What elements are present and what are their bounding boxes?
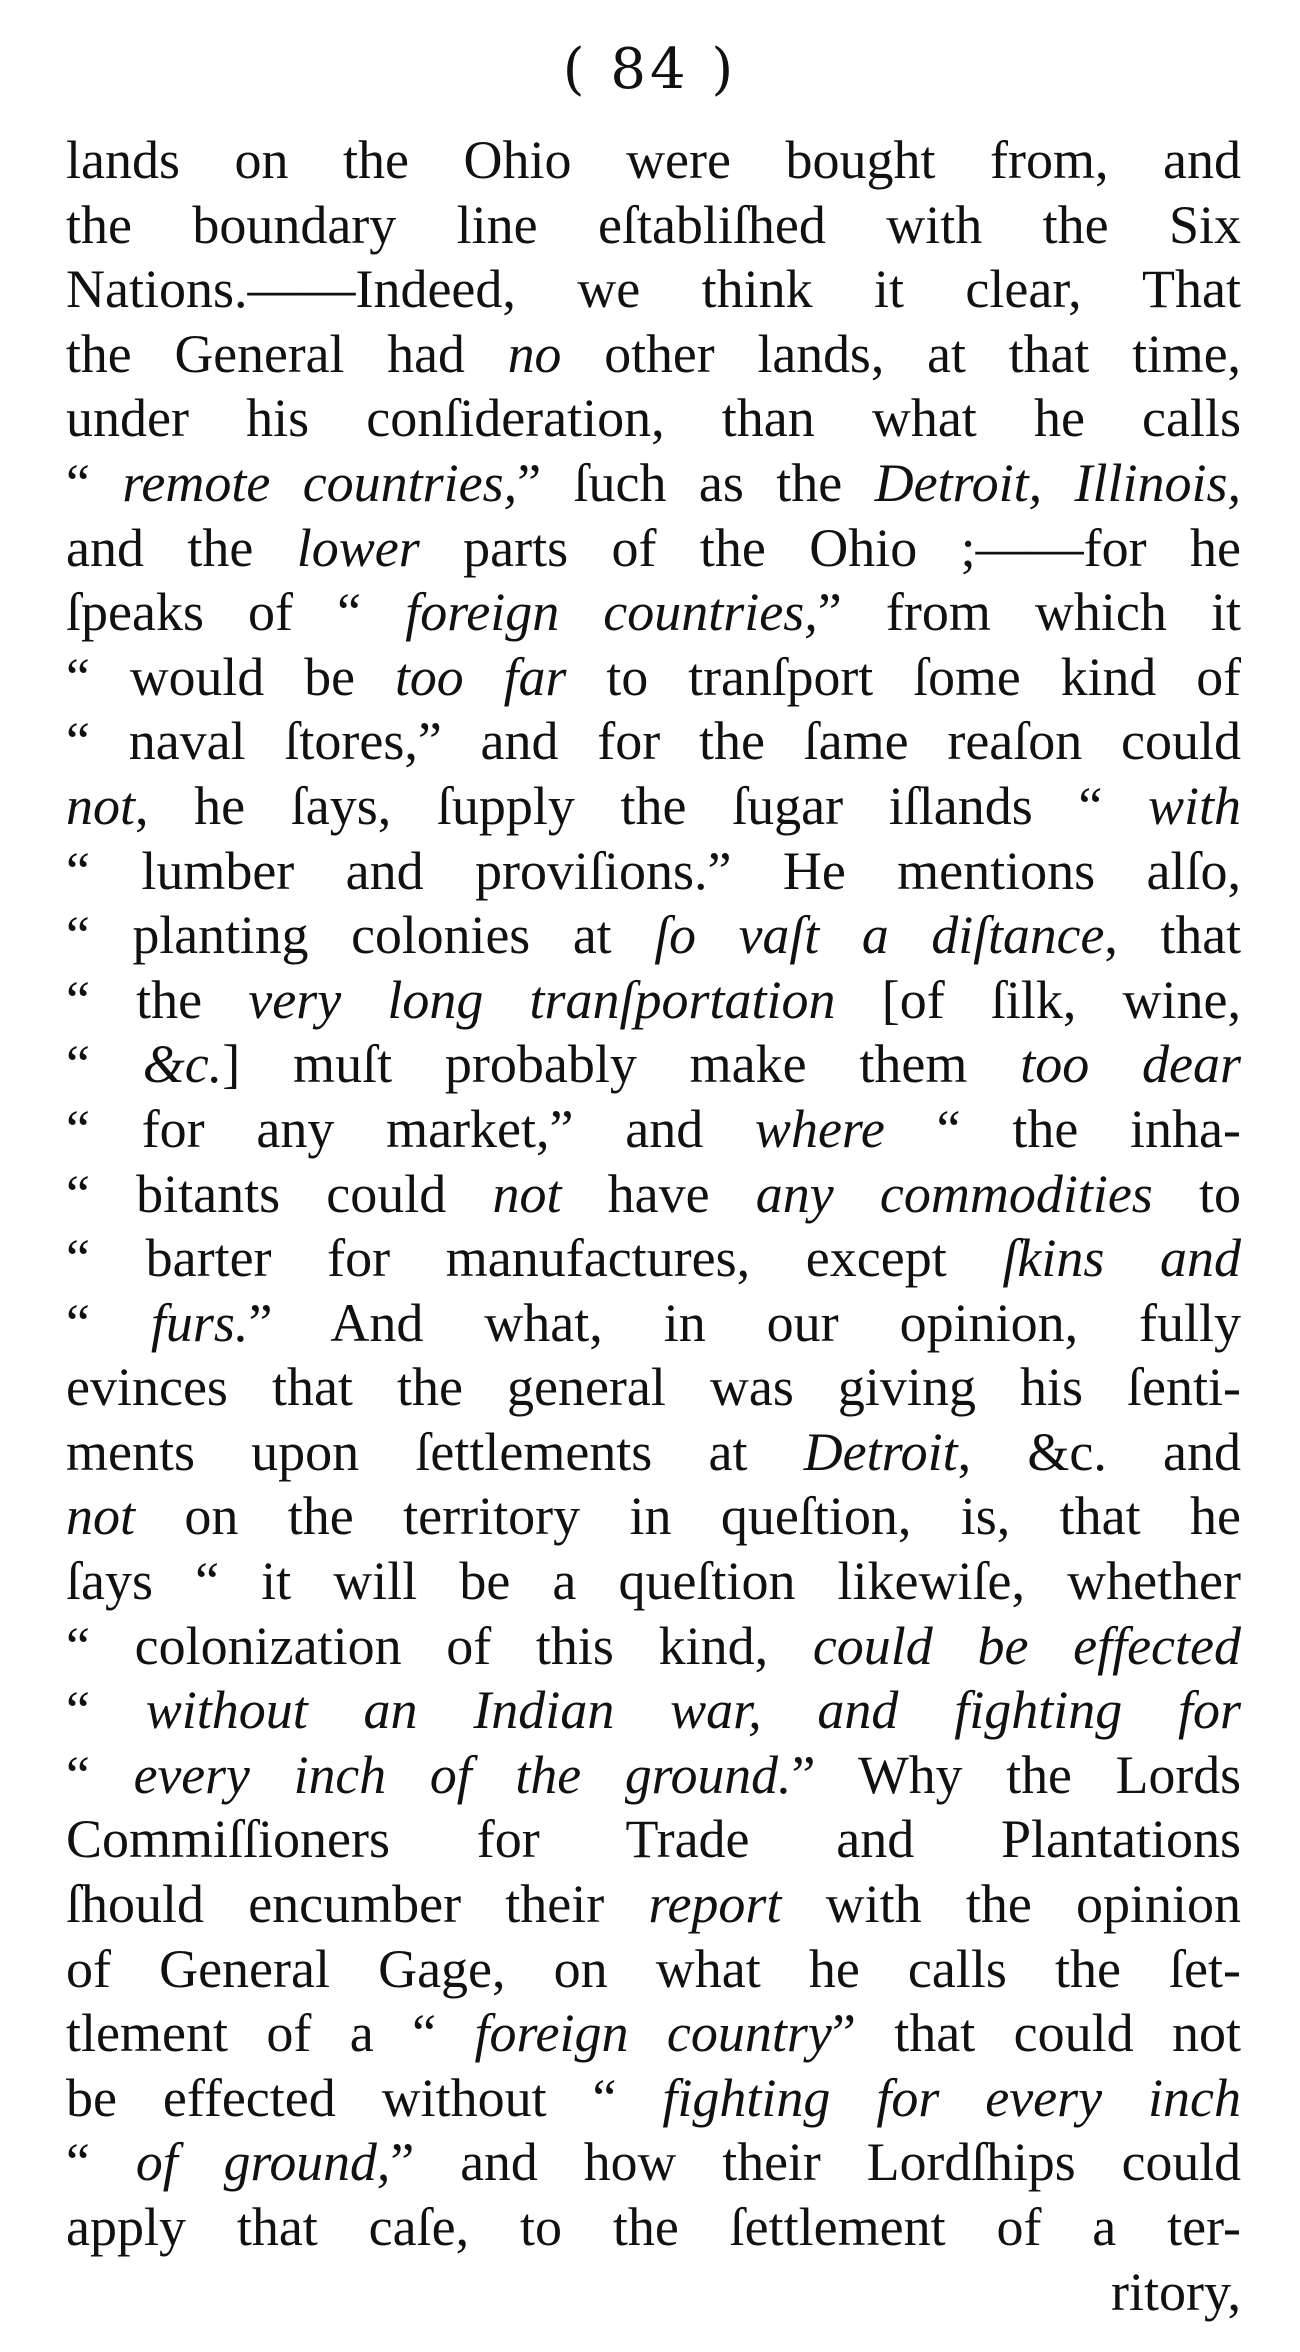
text-segment: ſays “ it will be a queſtion likewiſe, whether: [66, 1551, 1241, 1612]
text-segment: “: [66, 452, 123, 513]
text-segment: tlement of a “: [66, 2003, 475, 2064]
italic-text: with: [1147, 775, 1241, 836]
italic-text: of ground,: [135, 2132, 391, 2193]
text-segment: “: [66, 1744, 134, 1805]
text-segment: “ barter for manufactures, except: [66, 1228, 1003, 1289]
italic-text: any commodities: [755, 1163, 1153, 1224]
text-segment: “ the inha-: [884, 1098, 1241, 1159]
italic-text: where: [754, 1098, 885, 1159]
italic-text: not: [66, 1486, 136, 1547]
text-line: [66, 2001, 1241, 2066]
text-line: [66, 645, 1241, 710]
text-line: [66, 1549, 1241, 1614]
body-text: [66, 128, 1241, 2324]
text-segment: “ bitants could: [66, 1163, 493, 1224]
text-segment: Nations.——Indeed, we think it clear, That: [66, 259, 1241, 320]
italic-text: too far: [394, 646, 567, 707]
text-segment: to: [1152, 1163, 1241, 1224]
text-segment: “: [66, 1034, 143, 1095]
text-line: [66, 1743, 1241, 1808]
italic-text: ſo vaſt a diſtance: [654, 905, 1105, 966]
italic-text: without an Indian war, and fighting for: [145, 1680, 1241, 1741]
text-segment: have: [561, 1163, 756, 1224]
text-segment: “ planting colonies at: [66, 905, 655, 966]
text-segment: “: [66, 2132, 136, 2193]
text-line: [66, 709, 1241, 774]
text-segment: of General Gage, on what he calls the ſet-: [66, 1938, 1241, 1999]
italic-text: lower: [296, 517, 420, 578]
italic-text: fighting for every inch: [662, 2067, 1241, 2128]
text-segment: ments upon ſettlements at: [66, 1421, 804, 1482]
text-segment: under his conſideration, than what he calls: [66, 388, 1241, 449]
italic-text: remote countries,: [122, 452, 518, 513]
text-line: [66, 580, 1241, 645]
text-line: [66, 193, 1241, 258]
text-line: [66, 516, 1241, 581]
text-segment: parts of the Ohio ;——for he: [419, 517, 1241, 578]
text-line: [66, 1420, 1241, 1485]
italic-text: very long tranſportation: [248, 969, 836, 1030]
text-line: [66, 1097, 1241, 1162]
text-line: [66, 903, 1241, 968]
text-line: [66, 1484, 1241, 1549]
text-segment: ” and how their Lordſhips could: [390, 2132, 1242, 2193]
text-segment: [of ſilk, wine,: [835, 969, 1241, 1030]
text-segment: the boundary line eſtabliſhed with the Six: [66, 194, 1241, 255]
italic-text: Detroit, Illinois,: [874, 452, 1241, 513]
text-segment: with the opinion: [781, 1874, 1241, 1935]
text-line: [66, 774, 1241, 839]
text-line: [66, 2066, 1241, 2131]
italic-text: foreign countries,: [405, 582, 818, 643]
text-segment: be effected without “: [66, 2067, 663, 2128]
text-line: [66, 1226, 1241, 1291]
text-line: [66, 839, 1241, 904]
text-segment: ] muſt probably make them: [222, 1034, 1021, 1095]
italic-text: not: [66, 775, 136, 836]
text-line: [66, 451, 1241, 516]
text-line: [66, 1162, 1241, 1227]
text-line: [66, 386, 1241, 451]
text-line: [66, 2260, 1241, 2325]
text-line: [66, 1937, 1241, 2002]
text-segment: “ naval ſtores,” and for the ſame reaſon could: [66, 711, 1241, 772]
text-line: [66, 1678, 1241, 1743]
italic-text: every inch of the ground.: [133, 1744, 792, 1805]
text-line: [66, 128, 1241, 193]
text-line: [66, 968, 1241, 1033]
text-line: [66, 2130, 1241, 2195]
italic-text: Detroit: [803, 1421, 958, 1482]
text-line: [66, 322, 1241, 387]
text-line: [66, 1032, 1241, 1097]
text-segment: ” Why the Lords: [791, 1744, 1241, 1805]
text-segment: ſpeaks of “: [66, 582, 406, 643]
text-segment: , &c. and: [957, 1421, 1241, 1482]
italic-text: too dear: [1020, 1034, 1241, 1095]
text-line: [66, 1872, 1241, 1937]
italic-text: could be effected: [812, 1615, 1241, 1676]
italic-text: no: [507, 323, 562, 384]
text-segment: , that: [1104, 905, 1241, 966]
italic-text: foreign country: [474, 2003, 832, 2064]
text-segment: ” ſuch as the: [517, 452, 875, 513]
text-segment: “: [66, 1292, 151, 1353]
text-segment: ” And what, in our opinion, fully: [248, 1292, 1241, 1353]
text-segment: apply that caſe, to the ſettlement of a ter-: [66, 2197, 1241, 2257]
text-segment: “ colonization of this kind,: [66, 1615, 813, 1676]
text-line: [66, 1807, 1241, 1872]
italic-text: report: [648, 1874, 782, 1935]
text-segment: other lands, at that time,: [561, 323, 1241, 384]
text-segment: ritory,: [1111, 2261, 1241, 2322]
italic-text: not: [492, 1163, 562, 1224]
text-segment: “ would be: [66, 646, 395, 707]
text-segment: on the territory in queſtion, is, that he: [135, 1486, 1241, 1547]
text-segment: evinces that the general was giving his ſenti-: [66, 1357, 1241, 1418]
text-line: [66, 257, 1241, 322]
text-segment: “ the: [66, 969, 249, 1030]
text-segment: , he ſays, ſupply the ſugar iſlands “: [135, 775, 1148, 836]
text-line: [66, 1614, 1241, 1679]
text-line: [66, 1291, 1241, 1356]
text-segment: to tranſport ſome kind of: [566, 646, 1242, 707]
text-segment: “: [66, 1680, 146, 1741]
text-segment: lands on the Ohio were bought from, and: [66, 130, 1241, 190]
page-number: ( 84 ): [562, 37, 738, 102]
text-segment: ” from which it: [817, 582, 1241, 643]
text-line: [66, 1355, 1241, 1420]
text-segment: the General had: [66, 323, 508, 384]
text-line: [66, 2195, 1241, 2260]
italic-text: furs.: [150, 1292, 249, 1353]
italic-text: ſkins and: [1002, 1228, 1241, 1289]
text-segment: and the: [66, 517, 297, 578]
text-segment: “ lumber and proviſions.” He mentions alſo,: [66, 840, 1241, 901]
text-segment: ” that could not: [831, 2003, 1241, 2064]
text-segment: ſhould encumber their: [66, 1874, 649, 1935]
text-segment: Commiſſioners for Trade and Plantations: [66, 1809, 1241, 1870]
text-segment: “ for any market,” and: [66, 1098, 755, 1159]
italic-text: &c.: [142, 1034, 223, 1095]
